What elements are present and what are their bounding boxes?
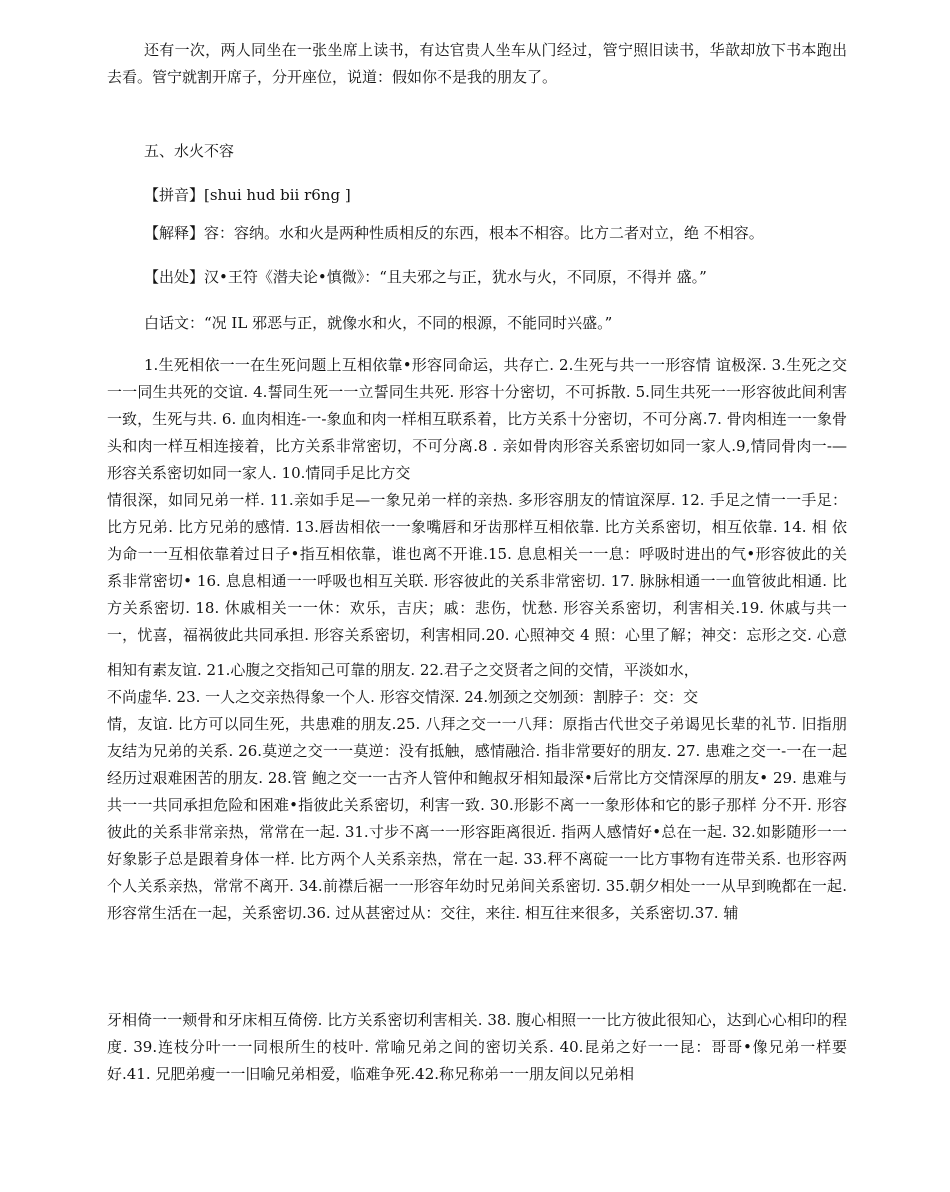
idiom-paragraph-1: 1.生死相依一一在生死问题上互相依靠•形容同命运，共存亡. 2.生死与共一一形容情 谊极深. 3.生死之交一一同生共死的交谊. 4.誓同生死一一立誓同生共死. 形容十分密切，不可拆散. 5.同生共死一一形容彼此间利害一致，生死与共. 6. 血肉相连-一-象血和肉一样相互联系着，比方关系十分密切，不可分离.7. 骨肉相连一一象骨头和肉一样互相连接着，比方关系非常密切，不可分离.8 . 亲如骨肉形容关系密切如同一家人.9,情同骨肉一-—形容关系密切如同一家人. 10.情同手足比方交: [107, 356, 847, 482]
idiom-paragraph-6: 牙相倚一一颊骨和牙床相互倚傍. 比方关系密切利害相关. 38. 腹心相照一一比方彼此很知心，达到心心相印的程度. 39.连枝分叶一一同根所生的枝叶. 常喻兄弟之间的密切关系. 40.昆弟之好一一昆：哥哥•像兄弟一样要好.41. 兄肥弟瘦一一旧喻兄弟相爱，临难争死.42.称兄称弟一一朋友间以兄弟相: [107, 1011, 847, 1083]
source-line: 【出处】汉•王符《潜夫论•慎微》：“且夫邪之与正，犹水与火，不同原，不得并 盛。”: [144, 268, 707, 286]
idiom-paragraph-3: 相知有素友谊. 21.心腹之交指知己可靠的朋友. 22.君子之交贤者之间的交情，平淡如水，: [107, 661, 699, 679]
idiom-paragraph-4: 不尚虚华. 23. 一人之交亲热得象一个人. 形容交情深. 24.刎颈之交刎颈：割脖子：交：交: [107, 688, 699, 706]
vernacular-line: 白话文：“况 IL 邪恶与正，就像水和火，不同的根源，不能同时兴盛。”: [144, 314, 613, 332]
section-heading: 五、水火不容: [144, 142, 235, 160]
story-paragraph: 还有一次，两人同坐在一张坐席上读书，有达官贵人坐车从门经过，管宁照旧读书，华歆却放下书本跑出去看。管宁就割开席子，分开座位，说道：假如你不是我的朋友了。: [107, 41, 847, 86]
idiom-paragraph-5: 情，友谊. 比方可以同生死，共患难的朋友.25. 八拜之交一一八拜：原指古代世交子弟谒见长辈的礼节. 旧指朋友结为兄弟的关系. 26.莫逆之交一一莫逆：没有抵触，感情融洽. 指非常要好的朋友. 27. 患难之交一-一在一起经历过艰难困苦的朋友. 28.管 鲍之交一一古齐人管仲和鲍叔牙相知最深•后常比方交情深厚的朋友• 29. 患难与共一一共同承担危险和困难•指彼此关系密切，利害一致. 30.形影不离一一象形体和它的影子那样 分不开. 形容彼此的关系非常亲热，常常在一起. 31.寸步不离一一形容距离很近. 指两人感情好•总在一起. 32.如影随形一一好象影子总是跟着身体一样. 比方两个人关系亲热，常在一起. 33.秤不离碇一一比方事物有连带关系. 也形容两个人关系亲热，常常不离开. 34.前襟后裾一一形容年幼时兄弟间关系密切. 35.朝夕相处一一从早到晚都在一起. 形容常生活在一起，关系密切.36. 过从甚密过从：交往，来往. 相互往来很多，关系密切.37. 辅: [107, 715, 847, 922]
idiom-paragraph-2: 情很深，如同兄弟一样. 11.亲如手足—一象兄弟一样的亲热. 多形容朋友的情谊深厚. 12. 手足之情一一手足：比方兄弟. 比方兄弟的感情. 13.唇齿相依一一象嘴唇和牙齿那样互相依靠. 比方关系密切，相互依靠. 14. 相 依为命一一互相依靠着过日子•指互相依靠，谁也离不开谁.15. 息息相关一一息：呼吸时进出的气•形容彼此的关系非常密切• 16. 息息相通一一呼吸也相互关联. 形容彼此的关系非常密切. 17. 脉脉相通一一血管彼此相通. 比方关系密切. 18. 休戚相关一一休：欢乐，吉庆；戚：悲伤，忧愁. 形容关系密切，利害相关.19. 休戚与共一一，忧喜，福祸彼此共同承担. 形容关系密切，利害相同.20. 心照神交 4 照：心里了解；神交：忘形之交. 心意: [107, 491, 847, 644]
explanation-line: 【解释】容：容纳。水和火是两种性质相反的东西，根本不相容。比方二者对立，绝 不相容。: [144, 224, 764, 242]
pinyin-line: 【拼音】[shui hud bii r6ng ]: [144, 186, 351, 204]
